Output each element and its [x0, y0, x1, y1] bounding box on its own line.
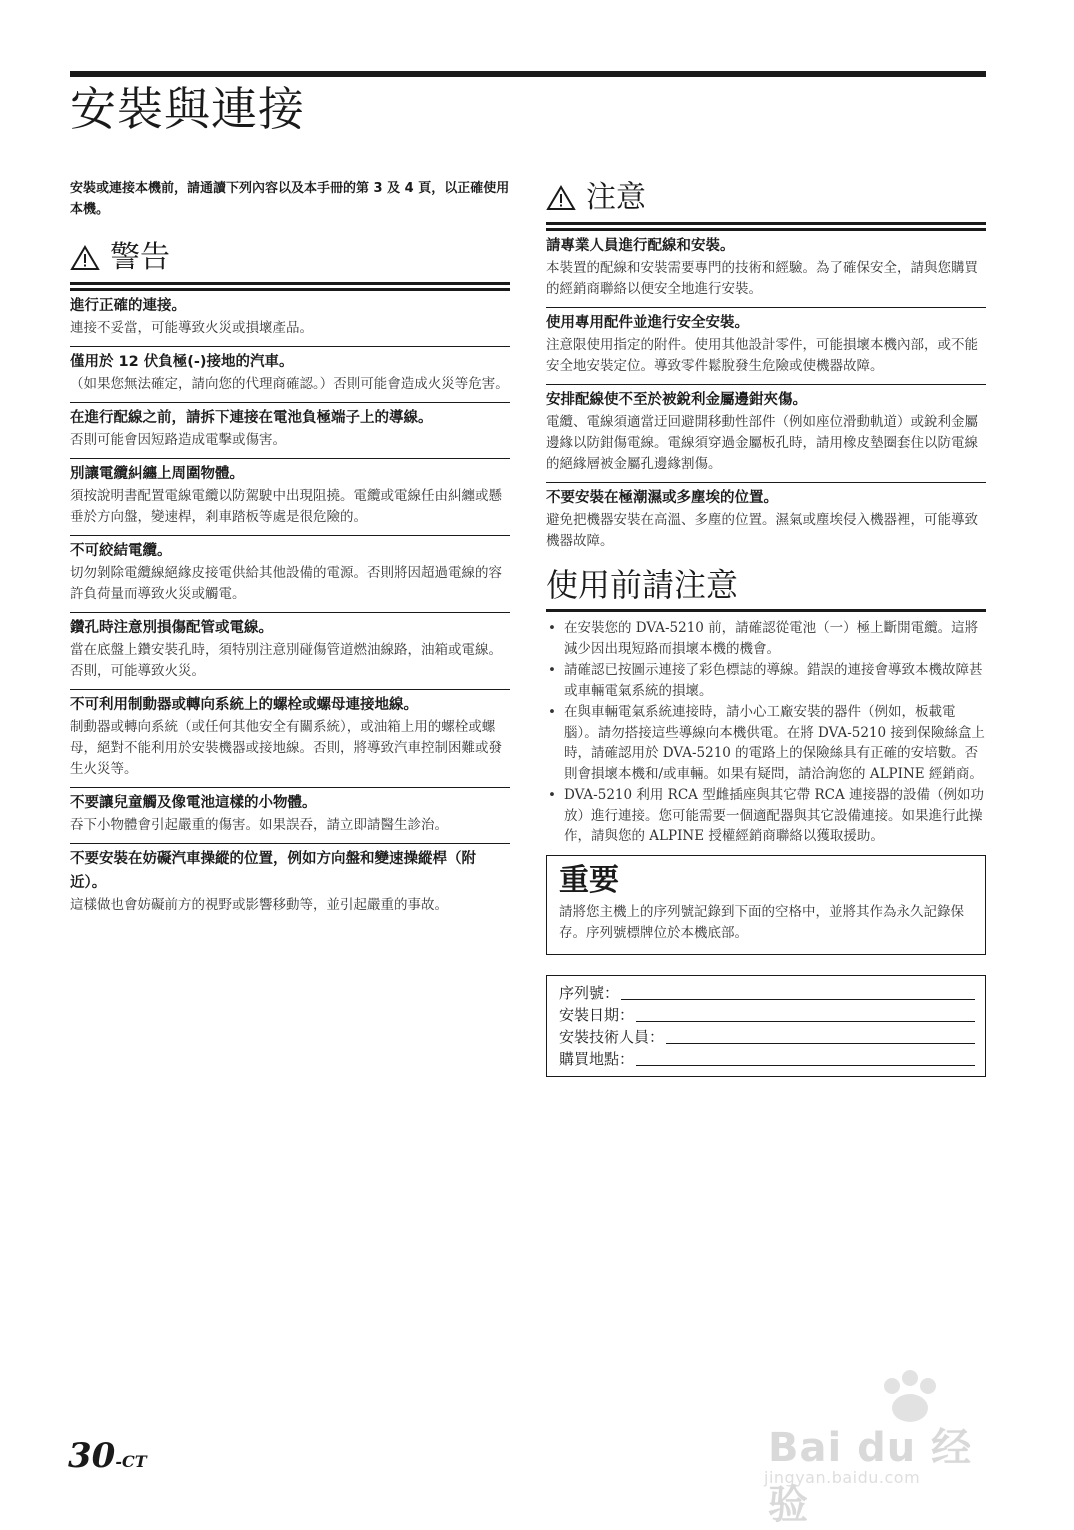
warning-icon [70, 245, 100, 271]
page-number-value: 30 [68, 1436, 116, 1476]
record-line [666, 1042, 975, 1044]
warning-item-title: 在進行配線之前，請拆下連接在電池負極端子上的導線。 [70, 410, 433, 426]
warning-item-title: 不可絞結電纜。 [70, 543, 172, 559]
warning-item-title: 不可利用制動器或轉向系統上的螺栓或螺母連接地線。 [70, 697, 418, 713]
warning-item [70, 402, 510, 458]
page-number [68, 1436, 147, 1476]
caution-item-title: 使用專用配件並進行安全安裝。 [546, 315, 749, 331]
record-row [559, 982, 975, 1004]
record-line [621, 998, 975, 1000]
warning-item-title: 別讓電纜糾纏上周圍物體。 [70, 466, 244, 482]
record-line [636, 1020, 975, 1022]
caution-heading-label: 注意 [586, 180, 646, 215]
warning-heading-label: 警告 [110, 240, 170, 275]
warning-item-body: 須按說明書配置電線電纜以防駕駛中出現阻撓。電纜或電線任由糾纏或懸垂於方向盤，變速桿，剎車踏板等處是很危險的。 [70, 488, 502, 525]
list-item: • 在安裝您的 DVA-5210 前，請確認從電池（一）極上斷開電纜。這將減少因出現短路而損壞本機的機會。 [546, 618, 986, 659]
caution-heading [546, 178, 986, 225]
watermark [760, 1368, 1010, 1528]
caution-item [546, 307, 986, 384]
record-row [559, 1004, 975, 1026]
list-item: • 在與車輛電氣系統連接時，請小心工廠安裝的器件（例如，板載電腦）。請勿搭接這些導線向本機供電。在將 DVA-5210 接到保險絲盒上時，請確認用於 DVA-5210 的電路上的保險絲具有正確的安培數。否則會損壞本機和/或車輛。如果有疑問，請洽詢您的 ALPINE 經銷商。 [546, 702, 986, 784]
caution-item [546, 384, 986, 482]
warning-item-body: 連接不妥當，可能導致火災或損壞產品。 [70, 320, 313, 336]
record-row [559, 1048, 975, 1070]
important-box [546, 855, 986, 955]
warning-item [70, 346, 510, 402]
precautions-heading-label: 使用前請注意 [546, 566, 739, 604]
left-column [70, 178, 510, 923]
warning-item [70, 843, 510, 923]
warning-item [70, 288, 510, 346]
caution-item-body: 避免把機器安裝在高溫、多塵的位置。濕氣或塵埃侵入機器裡，可能導致機器故障。 [546, 512, 978, 549]
warning-item-title: 不要讓兒童觸及像電池這樣的小物體。 [70, 795, 317, 811]
intro-text: 安裝或連接本機前，請通讀下列內容以及本手冊的第 3 及 4 頁，以正確使用本機。 [70, 181, 510, 217]
record-label: 安裝技術人員： [559, 1027, 665, 1046]
right-column [546, 178, 986, 1077]
watermark-url: jingyan.baidu.com [764, 1468, 921, 1487]
warning-item-body: （如果您無法確定，請向您的代理商確認。）否則可能會造成火災等危害。 [70, 376, 509, 392]
warning-item-body: 否則可能會因短路造成電擊或傷害。 [70, 432, 286, 448]
warning-item-title: 進行正確的連接。 [70, 298, 186, 314]
precautions-heading [546, 565, 986, 612]
warning-item [70, 612, 510, 689]
warning-heading [70, 238, 510, 285]
record-label: 安裝日期： [559, 1005, 635, 1024]
caution-item [546, 482, 986, 559]
caution-item [546, 228, 986, 307]
important-heading: 重要 [559, 862, 619, 898]
warning-item-title: 鑽孔時注意別損傷配管或電線。 [70, 620, 273, 636]
warning-item [70, 535, 510, 612]
caution-item-title: 請專業人員進行配線和安裝。 [546, 238, 735, 254]
caution-item-body: 本裝置的配線和安裝需要專門的技術和經驗。為了確保安全，請與您購買的經銷商聯絡以便安全地進行安裝。 [546, 260, 978, 297]
record-row [559, 1026, 975, 1048]
warning-item [70, 689, 510, 787]
important-body: 請將您主機上的序列號記錄到下面的空格中，並將其作為永久記錄保存。序列號標牌位於本機底部。 [559, 903, 964, 941]
list-item: • 請確認已按圖示連接了彩色標誌的導線。錯誤的連接會導致本機故障甚或車輛電氣系統的損壞。 [546, 660, 986, 701]
caution-item-body: 注意限使用指定的附件。使用其他設計零件，可能損壞本機內部，或不能安全地安裝定位。導致零件鬆脫發生危險或使機器故障。 [546, 337, 978, 374]
page-title: 安裝與連接 [70, 82, 305, 136]
warning-item [70, 458, 510, 535]
warning-item-title: 僅用於 12 伏負極(-)接地的汽車。 [70, 354, 294, 370]
list-item: • DVA-5210 利用 RCA 型雌插座與其它帶 RCA 連接器的設備（例如功放）進行連接。您可能需要一個適配器與其它設備連接。如果進行此操作，請與您的 ALPINE 授權經銷商聯絡以獲取援助。 [546, 785, 986, 847]
caution-item-title: 安排配線使不至於被銳利金屬邊鉗夾傷。 [546, 392, 807, 408]
warning-item [70, 787, 510, 843]
watermark-text: Bai du 经验 [768, 1425, 973, 1528]
caution-item-title: 不要安裝在極潮濕或多塵埃的位置。 [546, 490, 778, 506]
warning-item-body: 吞下小物體會引起嚴重的傷害。如果誤吞，請立即請醫生診治。 [70, 817, 448, 833]
warning-item-title: 不要安裝在妨礙汽車操縱的位置，例如方向盤和變速操縱桿（附近）。 [70, 851, 476, 891]
record-label: 購買地點： [559, 1049, 635, 1068]
caution-icon [546, 185, 576, 211]
precautions-list [546, 618, 986, 847]
record-line [636, 1064, 975, 1066]
page-number-suffix: -CT [115, 1452, 147, 1471]
record-label: 序列號： [559, 983, 620, 1002]
top-rule [70, 71, 986, 77]
record-box [546, 975, 986, 1077]
warning-item-body: 切勿剝除電纜線絕緣皮接電供給其他設備的電源。否則將因超過電線的容許負荷量而導致火災或觸電。 [70, 565, 502, 602]
warning-item-body: 制動器或轉向系統（或任何其他安全有關系統），或油箱上用的螺栓或螺母，絕對不能利用於安裝機器或接地線。否則，將導致汽車控制困難或發生火災等。 [70, 719, 502, 777]
warning-item-body: 這樣做也會妨礙前方的視野或影響移動等，並引起嚴重的事故。 [70, 897, 448, 913]
caution-item-body: 電纜、電線須適當迂回避開移動性部件（例如座位滑動軌道）或銳利金屬邊緣以防鉗傷電線。電線須穿過金屬板孔時，請用橡皮墊圈套住以防電線的絕緣層被金屬孔邊緣割傷。 [546, 414, 978, 472]
warning-item-body: 當在底盤上鑽安裝孔時，須特別注意別碰傷管道燃油線路，油箱或電線。否則，可能導致火災。 [70, 642, 502, 679]
